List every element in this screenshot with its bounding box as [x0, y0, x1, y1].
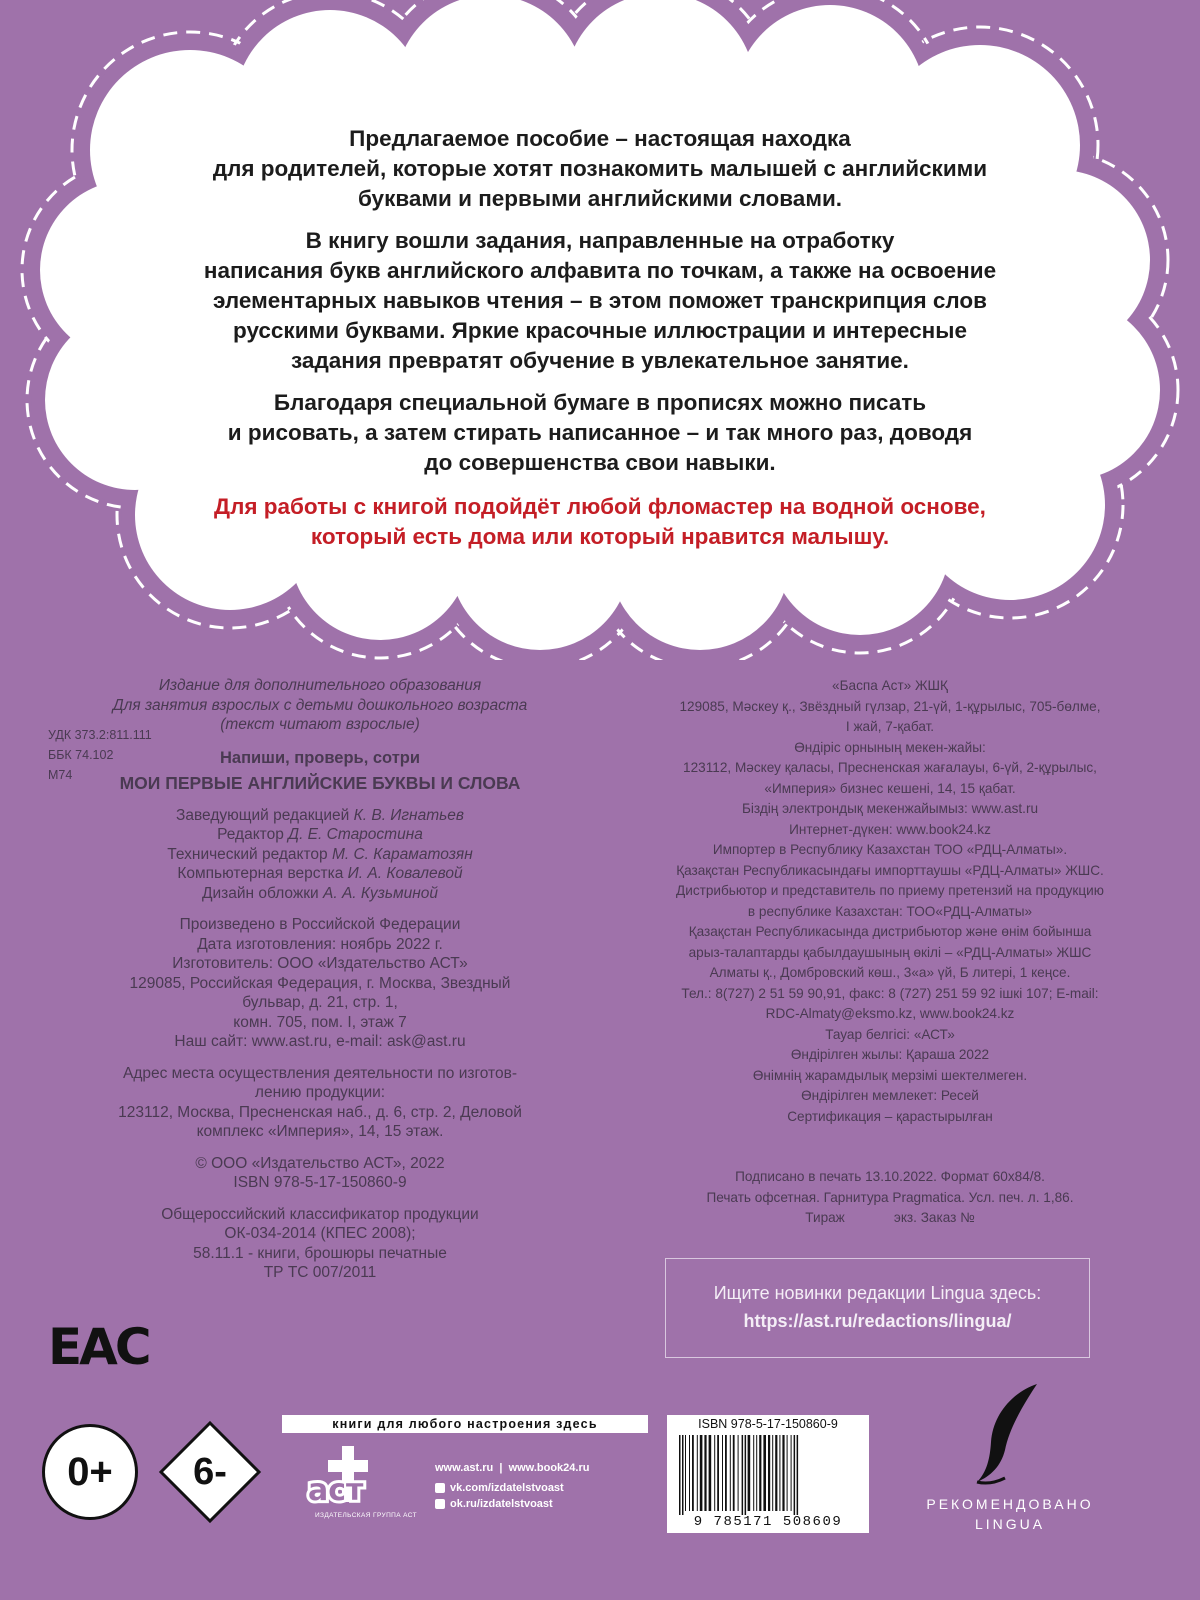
quill-logo-icon [965, 1380, 1045, 1488]
text-line: лению продукции: [254, 1084, 386, 1101]
text-line: до совершенства свои навыки. [424, 450, 776, 475]
ast-logo-icon [304, 1442, 388, 1512]
marker-note [140, 492, 1060, 552]
print-info [610, 1167, 1170, 1229]
text-line: и рисовать, а затем стирать написанное – и так много раз, доводя [227, 420, 973, 445]
ast-logo-text: аст [308, 1473, 364, 1508]
text-line: ОК-034-2014 (КПЕС 2008); [224, 1225, 416, 1242]
barcode-bar [717, 1435, 719, 1511]
barcode-bar [763, 1435, 766, 1511]
description-text [140, 124, 1060, 564]
lingua-brand: LINGUA [974, 1516, 1046, 1532]
text-line: Тел.: 8(727) 2 51 59 90,91, факс: 8 (727) 251 59 92 ішкі 107; E-mail: [681, 985, 1099, 1001]
text-line: написания букв английского алфавита по точкам, а также на освоение [203, 258, 997, 283]
isbn-line: ISBN 978-5-17-150860-9 [233, 1174, 407, 1191]
text-line: Импортер в Республику Казахстан ТОО «РДЦ-Алматы». [712, 842, 1068, 857]
text-line: Для занятия взрослых с детьми дошкольного возраста [112, 696, 528, 714]
text-line: комплекс «Империя», 14, 15 этаж. [196, 1123, 444, 1140]
text-line: Дистрибьютор и представитель по приему претензий на продукцию [676, 883, 1104, 898]
text-line: 123112, Мәскеу қаласы, Пресненская жағалауы, 6-үй, 2-құрылыс, [683, 760, 1097, 775]
text-line: в республике Казахстан: ТОО«РДЦ-Алматы» [747, 903, 1033, 919]
imprint-right [610, 676, 1170, 1229]
text-line: 58.11.1 - книги, брошюры печатные [193, 1244, 447, 1262]
ok-link-text: ok.ru/izdatelstvoast [450, 1498, 553, 1510]
ok-icon [435, 1499, 445, 1509]
text-line: RDC-Almaty@eksmo.kz, www.book24.kz [765, 1006, 1015, 1021]
description-paragraph-1 [140, 124, 1060, 214]
text-line: Дата изготовления: ноябрь 2022 г. [197, 935, 443, 953]
text-line: который есть дома или который нравится малышу. [310, 524, 890, 549]
staff-line: Технический редактор М. С. Караматозян [167, 845, 473, 863]
barcode-bar [756, 1435, 757, 1511]
text-line: Өндіріс орнының мекен-жайы: [794, 739, 986, 755]
text-line: Адрес места осуществления деятельности по изготов- [122, 1064, 517, 1082]
text-line: бульвар, д. 21, стр. 1, [242, 994, 398, 1011]
lingua-text: Ищите новинки редакции Lingua здесь: [713, 1283, 1042, 1303]
barcode-bar [759, 1435, 761, 1511]
description-paragraph-3 [140, 388, 1060, 478]
barcode-bar [768, 1435, 770, 1511]
text-line: Сертификация – қарастырылған [787, 1108, 993, 1124]
age-rating-label: 6- [193, 1450, 227, 1493]
text-line: В книгу вошли задания, направленные на отработку [305, 228, 895, 253]
text-line: арыз-талаптарды қабылдаушының өкілі – «РДЦ-Алматы» ЖШС [688, 944, 1092, 960]
barcode-bar [692, 1435, 694, 1511]
barcode-bar [682, 1435, 684, 1515]
copyright-info [40, 1154, 600, 1193]
text-line: Произведено в Российской Федерации [179, 916, 461, 933]
age-rating-diamond [158, 1420, 262, 1524]
text-line: I жай, 7-қабат. [845, 719, 935, 734]
text-line: Печать офсетная. Гарнитура Pragmatica. Усл. печ. л. 1,86. [706, 1189, 1074, 1205]
recommended-line: РЕКОМЕНДОВАНО [926, 1496, 1094, 1512]
text-line: русскими буквами. Яркие красочные иллюстрации и интересные [233, 318, 967, 343]
barcode-bar [782, 1435, 784, 1511]
text-line: Қазақстан Республикасында дистрибьютор және өнім бойынша [688, 924, 1092, 939]
text-line: Біздің электрондық мекенжайымыз: www.ast.ru [741, 801, 1039, 816]
staff-line: Компьютерная верстка И. А. Ковалевой [177, 865, 463, 882]
text-line: комн. 705, пом. I, этаж 7 [233, 1013, 407, 1031]
text-line: Издание для дополнительного образования [158, 677, 482, 694]
vk-icon [435, 1483, 445, 1493]
text-line: Қазақстан Республикасындағы импорттаушы «РДЦ-Алматы» ЖШС. [676, 862, 1104, 878]
series-title: Напиши, проверь, сотри [219, 748, 421, 767]
text-line: Предлагаемое пособие – настоящая находка [349, 126, 851, 151]
barcode-bar [742, 1435, 744, 1515]
barcode-bar [679, 1435, 681, 1515]
lingua-link-box [665, 1258, 1090, 1358]
text-line: «Баспа Аст» ЖШҚ [832, 678, 948, 693]
bbk-code: ББК 74.102 [48, 748, 114, 762]
text-line: Өндірілген жылы: Қараша 2022 [790, 1047, 990, 1062]
barcode-bar [689, 1435, 690, 1511]
description-paragraph-2 [140, 226, 1060, 376]
text-line: Общероссийский классификатор продукции [161, 1205, 479, 1223]
text-line: Алматы қ., Домбровский көш., 3«а» үй, Б литері, 1 кеңсе. [709, 965, 1071, 980]
barcode-bar [733, 1435, 735, 1511]
lingua-url-link[interactable]: https://ast.ru/redactions/lingua/ [743, 1311, 1012, 1331]
recommended-label [890, 1494, 1130, 1534]
staff-list [40, 806, 600, 904]
production-info [40, 915, 600, 1052]
social-links [435, 1462, 589, 1514]
barcode-bar [797, 1435, 799, 1515]
barcode-isbn: ISBN 978-5-17-150860-9 [698, 1417, 838, 1431]
barcode-bar [772, 1435, 773, 1511]
text-line: буквами и первыми английскими словами. [357, 186, 843, 211]
barcode-bar [753, 1435, 754, 1511]
ast-logo-caption: ИЗДАТЕЛЬСКАЯ ГРУППА АСТ [314, 1512, 417, 1519]
barcode-bar [697, 1435, 698, 1511]
text-line: Благодаря специальной бумаге в прописях можно писать [273, 390, 927, 415]
barcode-bar [738, 1435, 739, 1511]
text-line: Тираж экз. Заказ № [805, 1210, 975, 1225]
vk-link-text: vk.com/izdatelstvoast [450, 1482, 564, 1494]
text-line: Наш сайт: www.ast.ru, e-mail: ask@ast.ru [174, 1033, 466, 1050]
barcode-bar [685, 1435, 686, 1511]
book-title: МОИ ПЕРВЫЕ АНГЛИЙСКИЕ БУКВЫ И СЛОВА [119, 773, 521, 793]
barcode-bar [730, 1435, 731, 1511]
text-line: Подписано в печать 13.10.2022. Формат 60х84/8. [735, 1169, 1045, 1184]
website-links[interactable]: www.ast.ru | www.book24.ru [435, 1462, 590, 1474]
barcode-bar [714, 1435, 715, 1511]
barcode-bar [745, 1435, 747, 1515]
author-mark: М74 [48, 768, 73, 782]
text-line: задания превратят обучение в увлекательное занятие. [291, 348, 909, 373]
udk-code: УДК 373.2:811.111 [48, 728, 152, 742]
text-line: для родителей, которые хотят познакомить малышей с английскими [212, 156, 988, 181]
text-line: Тауар белгісі: «АСТ» [825, 1026, 955, 1042]
barcode-bar [779, 1435, 780, 1511]
barcode-bar [794, 1435, 796, 1515]
text-line: (текст читают взрослые) [220, 716, 420, 733]
staff-line: Дизайн обложки А. А. Кузьминой [202, 884, 438, 902]
vk-link[interactable] [435, 1482, 589, 1494]
barcode-bar [722, 1435, 723, 1511]
barcode-bar [704, 1435, 706, 1511]
imprint-left [40, 676, 600, 1283]
text-line: Өндірілген мемлекет: Ресей [801, 1088, 979, 1103]
barcode-bar [787, 1435, 788, 1511]
barcode-bar [709, 1435, 712, 1511]
eac-mark-icon: EAC [48, 1318, 149, 1376]
production-address [40, 1064, 600, 1142]
barcode-bar [748, 1435, 751, 1511]
text-line: «Империя» бизнес кешені, 14, 15 қабат. [764, 780, 1016, 796]
barcode-bar [775, 1435, 777, 1511]
text-line: Өнімнің жарамдылық мерзімі шектелмеген. [752, 1067, 1028, 1083]
staff-line: Редактор Д. Е. Старостина [217, 826, 423, 843]
staff-line: Заведующий редакцией К. В. Игнатьев [176, 806, 464, 824]
barcode-bar [791, 1435, 792, 1511]
text-line: элементарных навыков чтения – в этом поможет транскрипция слов [213, 288, 987, 313]
text-line: ТР ТС 007/2011 [263, 1264, 377, 1281]
barcode [667, 1415, 869, 1533]
age-rating-circle: 0+ [42, 1424, 138, 1520]
barcode-digits: 9 785171 508609 [693, 1514, 843, 1530]
text-line: 123112, Москва, Пресненская наб., д. 6, стр. 2, Деловой [118, 1103, 522, 1121]
barcode-bar [700, 1435, 703, 1511]
text-line: Интернет-дүкен: www.book24.kz [789, 821, 991, 837]
barcode-bar [725, 1435, 727, 1511]
copyright-line: © ООО «Издательство АСТ», 2022 [195, 1154, 445, 1172]
text-line: Для работы с книгой подойдёт любой фломастер на водной основе, [214, 494, 986, 519]
text-line: 129085, Российская Федерация, г. Москва, Звездный [129, 974, 511, 992]
text-line: 129085, Мәскеу қ., Звёздный гүлзар, 21-үй, 1-құрылыс, 705-бөлме, [679, 698, 1101, 714]
promo-strip: книги для любого настроения здесь [282, 1415, 648, 1433]
ok-link[interactable] [435, 1498, 589, 1510]
kazakh-info [610, 676, 1170, 1127]
classifier-info [40, 1205, 600, 1283]
text-line: Изготовитель: ООО «Издательство АСТ» [172, 955, 468, 972]
